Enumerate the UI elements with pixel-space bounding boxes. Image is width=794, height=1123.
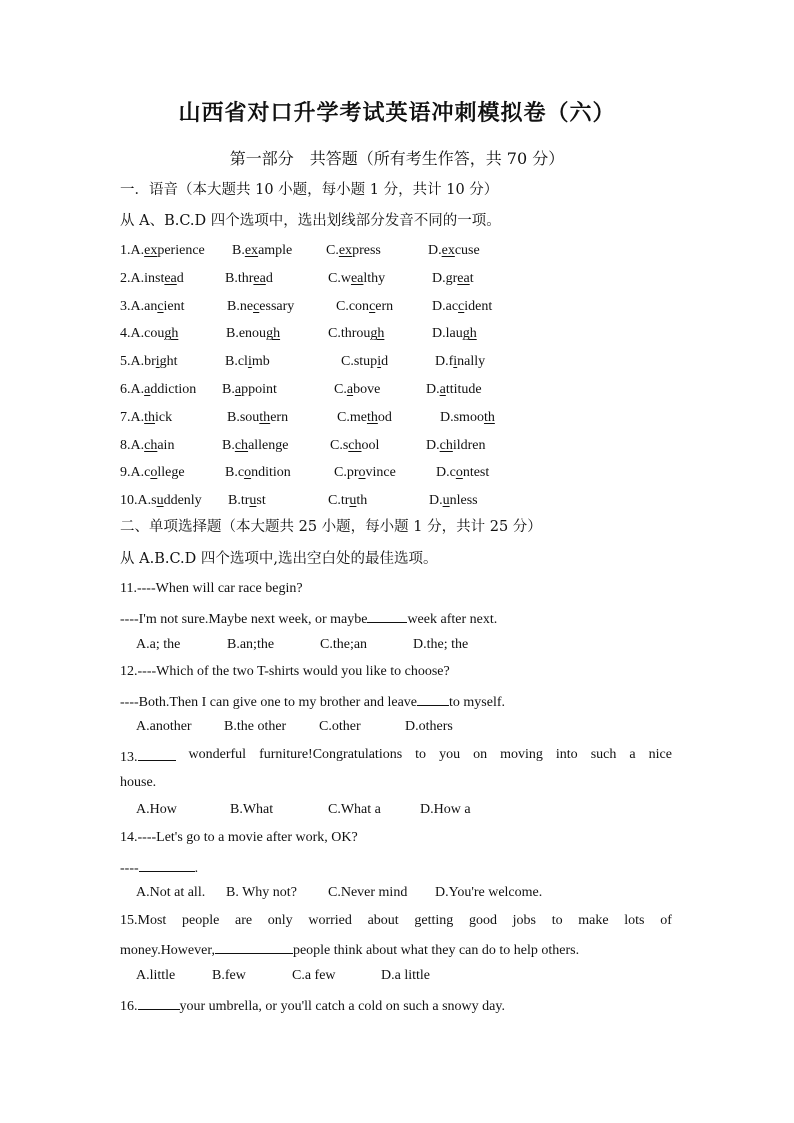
q14-response: ---- . — [120, 857, 198, 878]
phonetics-q7-option-a: 7.A.thick — [120, 409, 173, 425]
q11-option-a: A.a; the — [136, 637, 181, 652]
phonetics-q5-option-d: D.finally — [435, 354, 486, 370]
q12-option-c: C.other — [319, 719, 361, 734]
q15-option-a: A.little — [136, 968, 176, 983]
q12-response-end: to myself. — [449, 695, 506, 710]
q15-word: of — [660, 913, 672, 928]
q14-option-c: C.Never mind — [328, 885, 408, 900]
phonetics-q10-option-b: B.trust — [228, 493, 266, 509]
phonetics-q8-option-d: D.children — [426, 437, 486, 453]
phonetics-q9-option-c: C.province — [334, 465, 396, 481]
q11-response-end: week after next. — [407, 612, 498, 627]
q12-prompt: 12.----Which of the two T-shirts would you like to choose? — [120, 664, 450, 679]
q16-text: your umbrella, or you'll catch a cold on such a snowy day. — [179, 999, 505, 1014]
q13-word: wonderful — [188, 747, 247, 762]
q11-option-d: D.the; the — [413, 637, 469, 652]
answer-blank — [417, 691, 449, 706]
phonetics-q9-option-a: 9.A.college — [120, 465, 185, 481]
phonetics-q6-option-b: B.appoint — [222, 382, 277, 397]
answer-blank — [367, 608, 407, 623]
phonetics-q10-option-d: D.unless — [429, 493, 478, 509]
q12-option-d: D.others — [405, 719, 453, 734]
q15-word: 15.Most — [120, 913, 167, 928]
q15-word: people — [181, 913, 220, 928]
q16-stem — [120, 995, 505, 1016]
q12-response-start: ----Both.Then I can give one to my brother and leave — [120, 695, 418, 710]
answer-blank — [139, 857, 195, 872]
phonetics-q6-option-d: D.attitude — [426, 382, 482, 397]
q15-option-b: B.few — [212, 968, 246, 983]
section1-instruction: 从 A、B.C.D 四个选项中，选出划线部分发音不同的一项。 — [120, 213, 501, 229]
phonetics-q5-option-a: 5.A.bright — [120, 354, 178, 370]
section1-heading: 一．语音（本大题共 10 小题，每小题 1 分，共计 10 分） — [120, 182, 499, 198]
section2-heading: 二、单项选择题（本大题共 25 小题，每小题 1 分，共计 25 分） — [120, 519, 542, 535]
phonetics-q2-option-a: 2.A.instead — [120, 270, 184, 286]
q15-option-c: C.a few — [292, 968, 336, 983]
q12-option-a: A.another — [136, 719, 192, 734]
phonetics-q4-option-d: D.laugh — [432, 326, 477, 342]
phonetics-q7-option-b: B.southern — [227, 409, 289, 425]
q14-option-d: D.You're welcome. — [435, 885, 543, 900]
q15-word: lots — [624, 913, 645, 928]
phonetics-q3-option-d: D.accident — [432, 298, 493, 314]
page-subtitle: 第一部分 共答题（所有考生作答，共 70 分） — [229, 149, 565, 168]
q15-stem-continued — [120, 939, 579, 960]
phonetics-q5-option-b: B.climb — [225, 354, 270, 370]
phonetics-q6-option-a: 6.A.addiction — [120, 382, 197, 397]
q11-response — [120, 608, 497, 629]
q11-prompt: 11.----When will car race begin? — [120, 581, 303, 596]
q13-stem-continued: house. — [120, 775, 157, 790]
q14-prompt: 14.----Let's go to a movie after work, OK? — [120, 830, 358, 845]
phonetics-q10-option-a: 10.A.suddenly — [120, 493, 202, 509]
q15-option-d: D.a little — [381, 968, 430, 983]
q15-line2-start: money.However, — [120, 943, 215, 958]
phonetics-q8-option-c: C.school — [330, 437, 380, 453]
phonetics-q1-option-d: D.excuse — [428, 243, 480, 258]
q13-stem — [120, 746, 672, 767]
q13-word: furniture!Congratulations — [259, 747, 403, 762]
phonetics-q10-option-c: C.truth — [328, 493, 368, 509]
q11-response-start: ----I'm not sure.Maybe next week, or maybe — [120, 612, 368, 627]
q15-word: jobs — [512, 913, 536, 928]
q11-option-b: B.an;the — [227, 637, 275, 652]
q12-response — [120, 691, 505, 712]
q13-word: nice — [648, 747, 672, 762]
phonetics-q9-option-b: B.condition — [225, 465, 291, 481]
q15-word: make — [578, 913, 609, 928]
q13-option-a: A.How — [136, 802, 177, 817]
phonetics-q8-option-a: 8.A.chain — [120, 437, 175, 453]
q15-word: good — [468, 913, 497, 928]
phonetics-q3-option-b: B.necessary — [227, 298, 295, 314]
q13-word: to — [415, 747, 427, 762]
q15-word: about — [367, 913, 399, 928]
q15-word: getting — [414, 913, 454, 928]
q15-stem — [120, 912, 672, 930]
q15-line2-end: people think about what they can do to help others. — [292, 943, 580, 958]
phonetics-q2-option-d: D.great — [432, 270, 474, 286]
q13-option-c: C.What a — [328, 802, 381, 817]
page-title: 山西省对口升学考试英语冲刺模拟卷（六） — [178, 100, 616, 126]
phonetics-q2-option-b: B.thread — [225, 270, 273, 286]
phonetics-q8-option-b: B.challenge — [222, 437, 289, 453]
phonetics-q6-option-c: C.above — [334, 382, 381, 397]
answer-blank — [215, 939, 293, 954]
q13-option-d: D.How a — [420, 802, 471, 817]
q13-word: on — [473, 747, 488, 762]
q13-word: a — [629, 747, 636, 762]
answer-blank — [138, 995, 180, 1010]
answer-blank — [138, 746, 176, 761]
phonetics-q1-option-a: 1.A.experience — [120, 243, 205, 258]
phonetics-q4-option-b: B.enough — [226, 326, 281, 342]
q15-word: only — [267, 913, 293, 928]
phonetics-q1-option-b: B.example — [232, 243, 293, 258]
q13-number: 13. — [120, 750, 138, 765]
q14-option-b: B. Why not? — [226, 885, 297, 900]
phonetics-q4-option-c: C.through — [328, 326, 385, 342]
phonetics-q7-option-c: C.method — [337, 409, 392, 425]
q16-number: 16. — [120, 999, 138, 1014]
phonetics-q2-option-c: C.wealthy — [328, 270, 386, 286]
phonetics-q3-option-c: C.concern — [336, 298, 394, 314]
q14-response-dashes: ---- — [120, 861, 139, 876]
q13-word: such — [590, 747, 617, 762]
q12-option-b: B.the other — [224, 719, 287, 734]
q14-option-a: A.Not at all. — [136, 885, 206, 900]
phonetics-q5-option-c: C.stupid — [341, 354, 389, 370]
q15-word: worried — [308, 913, 352, 928]
q13-word: moving — [500, 747, 543, 762]
q15-word: are — [235, 913, 253, 928]
phonetics-q9-option-d: D.contest — [436, 465, 490, 481]
phonetics-q4-option-a: 4.A.cough — [120, 326, 179, 342]
phonetics-q3-option-a: 3.A.ancient — [120, 298, 185, 314]
section2-instruction: 从 A.B.C.D 四个选项中,选出空白处的最佳选项。 — [120, 551, 438, 567]
q13-word: you — [439, 747, 461, 762]
q13-word: into — [555, 747, 578, 762]
q15-word: to — [551, 913, 563, 928]
q13-number-blank — [120, 746, 176, 767]
q13-option-b: B.What — [230, 802, 274, 817]
q11-option-c: C.the;an — [320, 637, 368, 652]
phonetics-q1-option-c: C.express — [326, 243, 381, 258]
phonetics-q7-option-d: D.smooth — [440, 409, 495, 425]
